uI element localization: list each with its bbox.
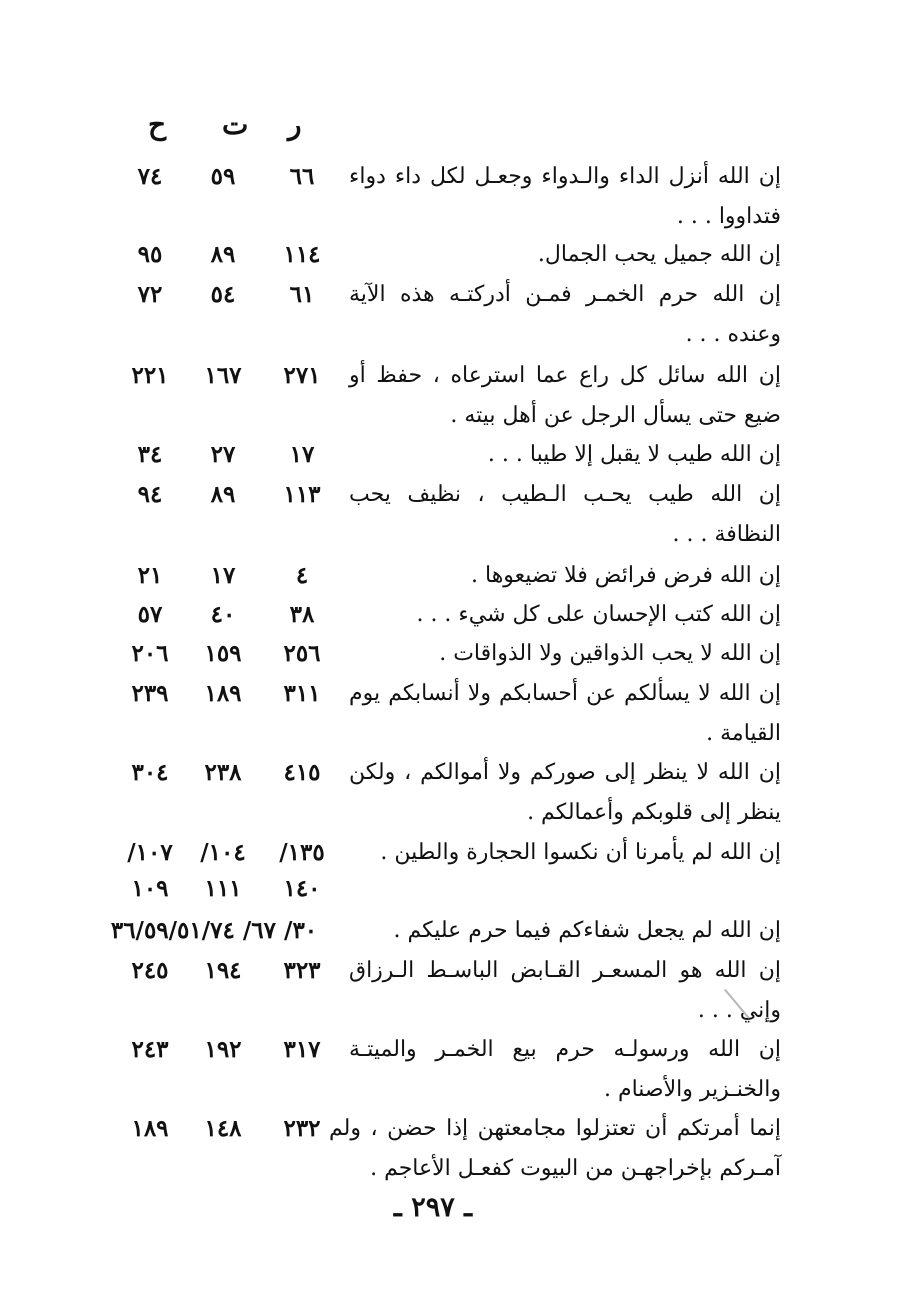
ref-r: ١١٣ <box>283 481 321 508</box>
ref-h: ٢٤٣ <box>131 1036 169 1063</box>
ref-h: ١٠٧/ <box>127 839 173 866</box>
ref-h-continued: ١٠٩ <box>131 875 169 902</box>
ref-t: ٢٣٨ <box>204 759 242 786</box>
entry-text: إن الله لم يأمرنا أن نكسوا الحجارة والطين . <box>380 840 781 865</box>
ref-r: ٣٨ <box>289 601 315 628</box>
ref-t: ١٩٤ <box>204 957 242 984</box>
ref-t: ٢٧ <box>210 441 236 468</box>
ref-h: ٢٣٩ <box>131 680 169 707</box>
ref-t: ٥٤ <box>210 281 236 308</box>
ref-r: ١١٤ <box>283 241 321 268</box>
ref-t: ١٤٨ <box>204 1115 242 1142</box>
ref-h: ٢٤٥ <box>131 957 169 984</box>
entry-text: إن الله لا ينظر إلى صوركم ولا أموالكم ، ولكن ينظر إلى قلوبكم وأعمالكم . <box>349 760 781 825</box>
ref-h: ١٨٩ <box>131 1115 169 1142</box>
ref-r: ٢٣٢ <box>283 1115 321 1142</box>
ref-t-continued: ١١١ <box>204 875 242 902</box>
ref-h: ٢٠٦ <box>131 640 169 667</box>
ref-h: ٩٤ <box>137 481 163 508</box>
entry-text: إنما أمرتكم أن تعتزلوا مجامعتهن إذا حضن ، ولم آمـركم بإخراجهـن من البيوت كفعـل الأعاجم . <box>329 1116 781 1181</box>
ref-r: ٤١٥ <box>283 759 321 786</box>
ref-r: ٤ <box>295 562 309 589</box>
ref-t: ٤٠ <box>210 601 236 628</box>
ref-t: ١٨٩ <box>204 680 242 707</box>
ref-t: ١٧ <box>210 562 236 589</box>
ref-t: ٨٩ <box>210 241 236 268</box>
ref-r: ٣١٧ <box>283 1036 321 1063</box>
entry-text: إن الله طيب يحـب الـطيب ، نظيف يحب النظافة . . . <box>349 482 781 547</box>
ref-h: ٩٥ <box>137 241 163 268</box>
ref-t: ١٦٧ <box>204 362 242 389</box>
entry-text: إن الله كتب الإحسان على كل شيء . . . <box>416 602 781 627</box>
ref-t: ٨٩ <box>210 481 236 508</box>
page-number: ـ ٢٩٧ ـ <box>393 1192 473 1223</box>
entry-text: إن الله طيب لا يقبل إلا طيبا . . . <box>487 442 781 467</box>
ref-r: ٣١١ <box>283 680 321 707</box>
ref-t: ١٠٤/ <box>200 839 246 866</box>
column-header-h: ح <box>148 108 167 141</box>
entry-text: إن الله جميل يحب الجمال. <box>537 242 781 267</box>
ref-t: ١٩٢ <box>204 1036 242 1063</box>
ref-r: ٢٥٦ <box>283 640 321 667</box>
ref-r: ١٧ <box>289 441 315 468</box>
ref-h: ٥٧ <box>137 601 163 628</box>
entry-text: إن الله حرم الخمـر فمـن أدركتـه هذه الآية وعنده . . . <box>349 282 781 347</box>
ref-h: ٣٠٤ <box>131 759 169 786</box>
column-header-t: ت <box>222 108 249 141</box>
ref-r: ١٣٥/ <box>279 839 325 866</box>
ref-r: ٢٧١ <box>283 362 321 389</box>
entry-text: إن الله أنزل الداء والـدواء وجعـل لكل داء دواء فتداووا . . . <box>349 164 781 229</box>
ref-h: ٢١ <box>137 562 163 589</box>
ref-t: ١٥٩ <box>204 640 242 667</box>
entry-text: إن الله سائل كل راع عما استرعاه ، حفظ أو ضيع حتى يسأل الرجل عن أهل بيته . <box>349 363 781 428</box>
ref-t: ٥٩ <box>210 163 236 190</box>
entry-text: إن الله لم يجعل شفاءكم فيما حرم عليكم . <box>393 918 781 943</box>
ref-h: ٧٤ <box>137 163 163 190</box>
ref-r: ٣٢٣ <box>283 957 321 984</box>
ref-h: ٧٢ <box>137 281 163 308</box>
ref-list: ٣٠/ ٦٧/ ٣٦/٥٩/٥١/٧٤ <box>110 917 318 944</box>
ref-r: ٦٦ <box>289 163 315 190</box>
entry-text: إن الله ورسولـه حرم بيع الخمـر والميتـة والخنـزير والأصنام . <box>349 1037 781 1102</box>
ref-h: ٢٢١ <box>131 362 169 389</box>
entry-text: إن الله لا يحب الذواقين ولا الذواقات . <box>439 641 781 666</box>
entry-text: إن الله هو المسعـر القـابض الباسـط الـرزاق وإني . . . <box>349 958 781 1023</box>
ref-h: ٣٤ <box>137 441 163 468</box>
entry-text: إن الله لا يسألكم عن أحسابكم ولا أنسابكم يوم القيامة . <box>349 681 781 746</box>
ref-r: ٦١ <box>289 281 315 308</box>
column-header-r: ر <box>288 108 302 141</box>
ref-r-continued: ١٤٠ <box>283 875 321 902</box>
entry-text: إن الله فرض فرائض فلا تضيعوها . <box>471 563 781 588</box>
